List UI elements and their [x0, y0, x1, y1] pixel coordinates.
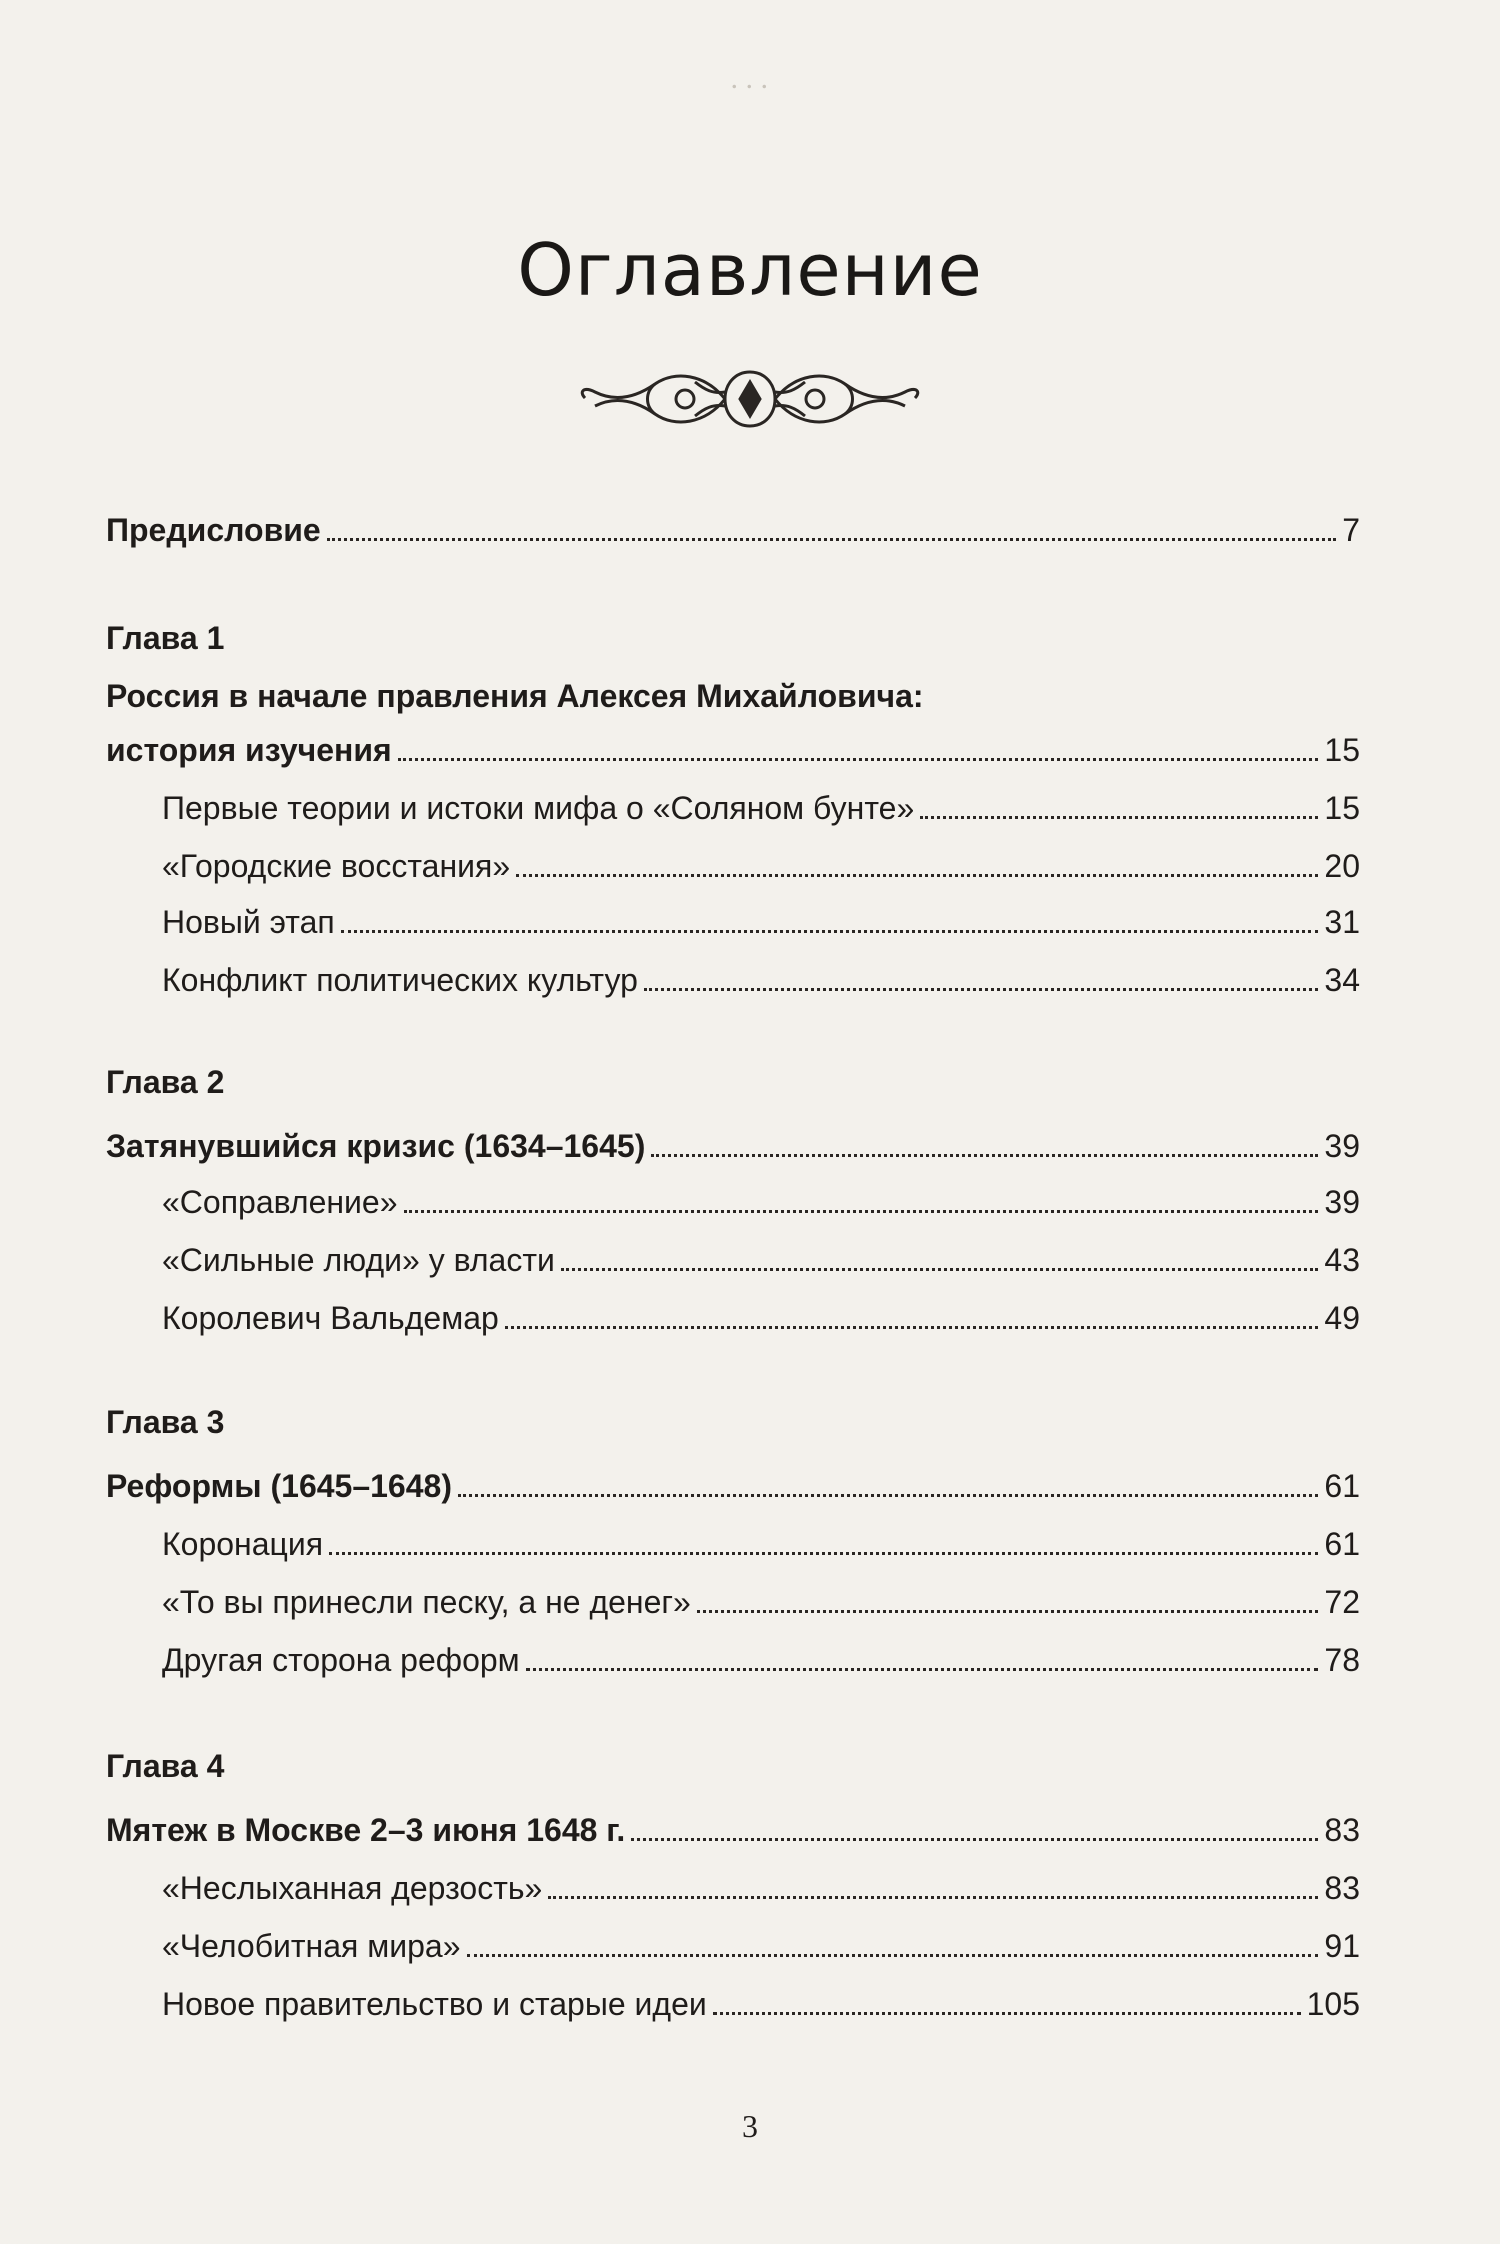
toc-entry-page: 49 — [1324, 1300, 1360, 1336]
toc-entry-label: Мятеж в Москве 2–3 июня 1648 г. — [106, 1812, 626, 1848]
toc-entry-label: «Городские восстания» — [162, 848, 511, 884]
toc-entry-page: 72 — [1324, 1584, 1360, 1620]
toc-entry-page: 39 — [1324, 1128, 1360, 1164]
toc-entry-page: 43 — [1324, 1242, 1360, 1278]
toc-entry-label: Затянувшийся кризис (1634–1645) — [106, 1128, 646, 1164]
toc-entry-page: 61 — [1324, 1468, 1360, 1504]
toc-entry-page: 83 — [1324, 1870, 1360, 1906]
leader-dots — [697, 1610, 1319, 1613]
toc-entry[interactable] — [162, 1300, 1360, 1337]
toc-entry-page: 20 — [1324, 848, 1360, 884]
toc-entry-label: «Соправление» — [162, 1184, 398, 1220]
toc-entry-label: история изучения — [106, 732, 392, 768]
toc-entry-page: 31 — [1324, 904, 1360, 940]
toc-entry[interactable] — [162, 962, 1360, 999]
toc-entry[interactable] — [106, 1468, 1360, 1505]
floral-ornament-icon — [575, 362, 925, 436]
toc-entry-label: Другая сторона реформ — [162, 1642, 520, 1678]
toc-entry[interactable] — [162, 1184, 1360, 1221]
toc-entry-page: 83 — [1324, 1812, 1360, 1848]
toc-entry-page: 61 — [1324, 1526, 1360, 1562]
toc-entry[interactable] — [106, 512, 1360, 549]
chapter-heading: Глава 2 — [106, 1064, 225, 1100]
leader-dots — [404, 1210, 1319, 1213]
toc-entry-page: 34 — [1324, 962, 1360, 998]
toc-entry[interactable] — [162, 1584, 1360, 1621]
leader-dots — [644, 988, 1319, 991]
leader-dots — [327, 538, 1336, 541]
toc-entry-label: «Неслыханная дерзость» — [162, 1870, 543, 1906]
toc-entry-label: Коронация — [162, 1526, 324, 1562]
toc-entry-label: «Сильные люди» у власти — [162, 1242, 555, 1278]
toc-entry[interactable] — [162, 1242, 1360, 1279]
page-number: 3 — [742, 2108, 758, 2144]
chapter-heading: Глава 1 — [106, 620, 225, 656]
leader-dots — [467, 1954, 1319, 1957]
toc-entry-page: 7 — [1342, 512, 1360, 548]
toc-entry[interactable] — [162, 1986, 1360, 2023]
leader-dots — [713, 2012, 1301, 2015]
toc-entry[interactable] — [162, 790, 1360, 827]
leader-dots — [561, 1268, 1319, 1271]
toc-entry[interactable] — [162, 1928, 1360, 1965]
toc-entry-page: 91 — [1324, 1928, 1360, 1964]
leader-dots — [505, 1326, 1319, 1329]
leader-dots — [631, 1838, 1318, 1841]
toc-entry[interactable] — [162, 904, 1360, 941]
chapter-heading: Глава 4 — [106, 1748, 225, 1784]
leader-dots — [526, 1668, 1319, 1671]
toc-entry-page: 39 — [1324, 1184, 1360, 1220]
toc-entry[interactable] — [106, 1812, 1360, 1849]
toc-entry-label: Первые теории и истоки мифа о «Соляном бунте» — [162, 790, 915, 826]
toc-entry-label: «Челобитная мира» — [162, 1928, 461, 1964]
show-through-text: . . . — [731, 62, 769, 95]
toc-entry-label: Новый этап — [162, 904, 335, 940]
leader-dots — [341, 930, 1319, 933]
leader-dots — [458, 1494, 1318, 1497]
toc-entry-page: 78 — [1324, 1642, 1360, 1678]
leader-dots — [516, 874, 1318, 877]
toc-entry-label: «То вы принесли песку, а не денег» — [162, 1584, 691, 1620]
chapter-heading: Глава 3 — [106, 1404, 225, 1440]
leader-dots — [398, 758, 1319, 761]
toc-entry-label: Предисловие — [106, 512, 321, 548]
toc-entry-label: Конфликт политических культур — [162, 962, 638, 998]
toc-entry[interactable] — [106, 732, 1360, 769]
page-title: Оглавление — [517, 228, 983, 312]
toc-entry[interactable] — [106, 1128, 1360, 1165]
toc-entry[interactable] — [162, 1526, 1360, 1563]
toc-entry[interactable] — [162, 848, 1360, 885]
toc-entry[interactable] — [162, 1870, 1360, 1907]
leader-dots — [548, 1896, 1318, 1899]
toc-entry-label-line1: Россия в начале правления Алексея Михайловича: — [106, 678, 924, 714]
leader-dots — [920, 816, 1318, 819]
leader-dots — [329, 1552, 1318, 1555]
toc-entry-label: Новое правительство и старые идеи — [162, 1986, 707, 2022]
toc-entry-label: Реформы (1645–1648) — [106, 1468, 452, 1504]
toc-entry[interactable] — [162, 1642, 1360, 1679]
toc-entry-label: Королевич Вальдемар — [162, 1300, 499, 1336]
toc-entry-page: 15 — [1324, 732, 1360, 768]
toc-entry-page: 15 — [1324, 790, 1360, 826]
leader-dots — [651, 1154, 1318, 1157]
toc-entry-page: 105 — [1306, 1986, 1360, 2022]
